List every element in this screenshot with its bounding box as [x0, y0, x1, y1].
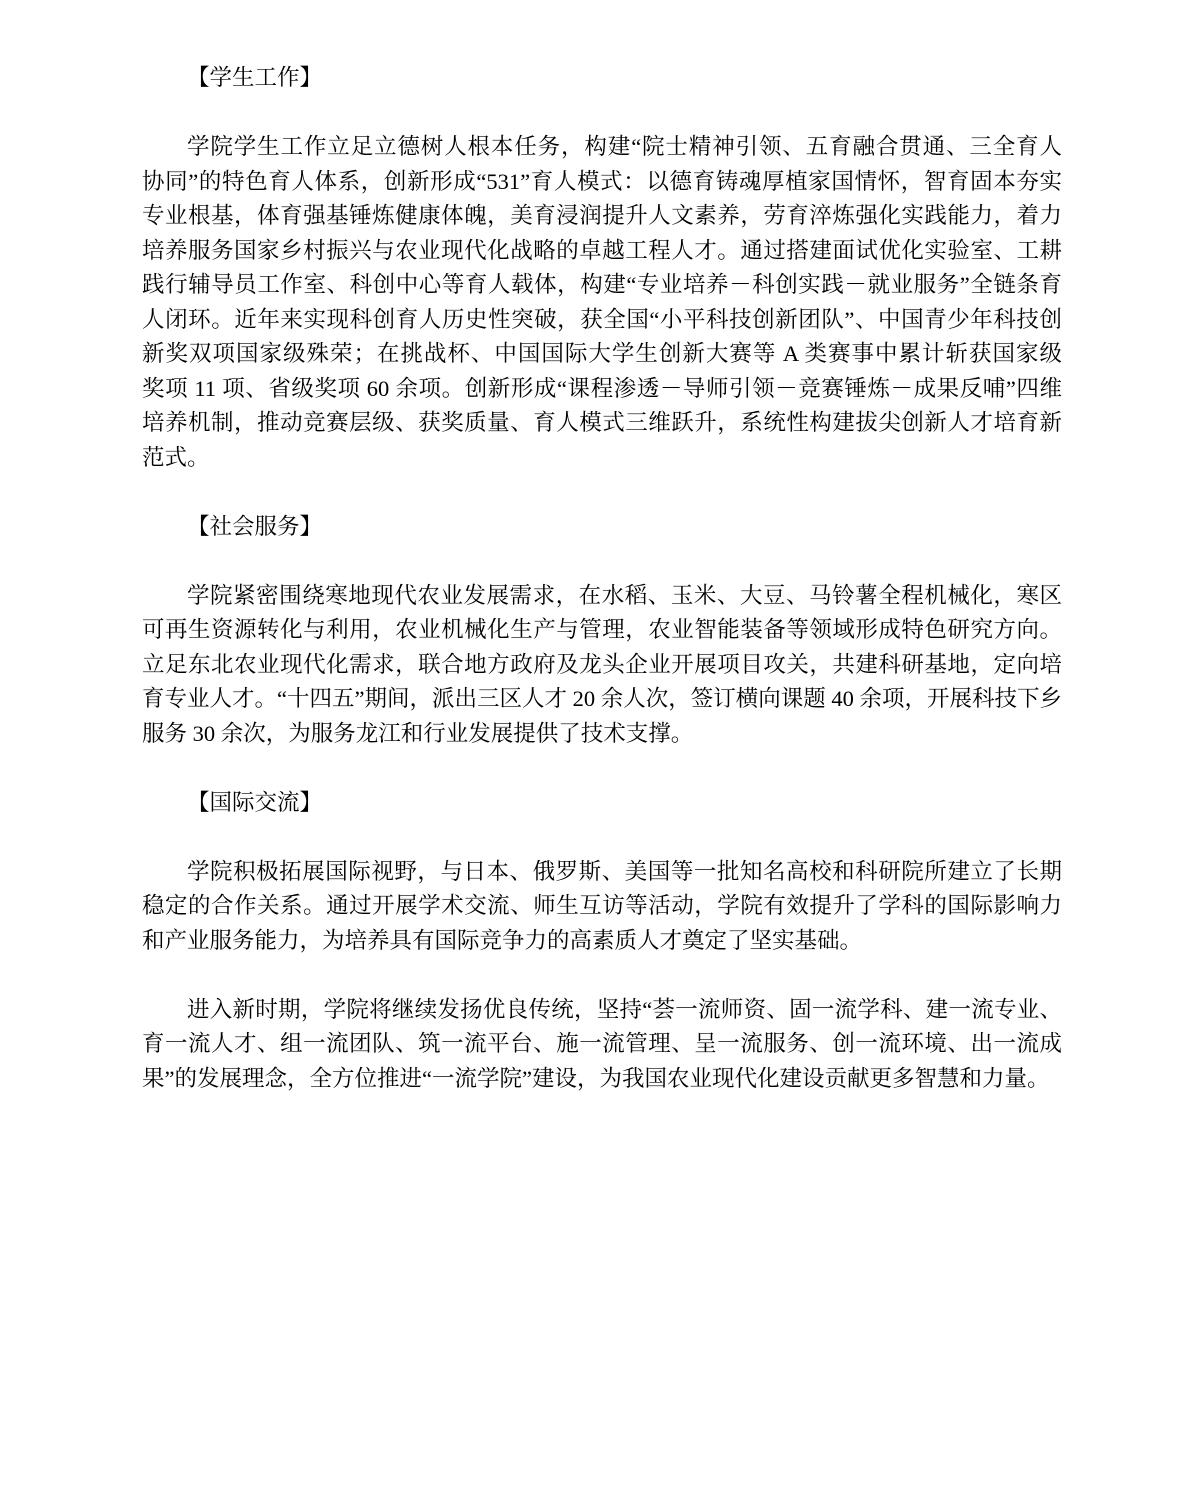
paragraph-closing	[142, 993, 1062, 1097]
text-line: 协同”的特色育人体系，创新形成“531”育人模式：以德育铸魂厚植家国情怀，智育固本夯实	[142, 168, 1062, 194]
text-line: 奖项 11 项、省级奖项 60 余项。创新形成“课程渗透－导师引领－竞赛锤炼－成果反哺”四维	[142, 375, 1062, 401]
text-line: 育专业人才。“十四五”期间，派出三区人才 20 余人次，签订横向课题 40 余项，开展科技下乡	[142, 686, 1062, 711]
document-content	[142, 61, 1062, 1096]
paragraph	[142, 130, 1062, 475]
text-line: 学院紧密围绕寒地现代农业发展需求，在水稻、玉米、大豆、马铃薯全程机械化，寒区	[187, 582, 1062, 608]
text-line: 进入新时期，学院将继续发扬优良传统，坚持“荟一流师资、固一流学科、建一流专业、	[187, 996, 1062, 1022]
text-line: 可再生资源转化与利用，农业机械化生产与管理，农业智能装备等领域形成特色研究方向。	[142, 617, 1062, 642]
section-heading-student-work: 【学生工作】	[187, 65, 323, 90]
text-line: 育一流人才、组一流团队、筑一流平台、施一流管理、呈一流服务、创一流环境、出一流成	[142, 1031, 1062, 1056]
text-line: 范式。	[142, 444, 210, 470]
text-line: 立足东北农业现代化需求，联合地方政府及龙头企业开展项目攻关，共建科研基地，定向培	[142, 651, 1062, 677]
section-heading-social-service: 【社会服务】	[187, 513, 323, 539]
text-line: 果”的发展理念，全方位推进“一流学院”建设，为我国农业现代化建设贡献更多智慧和力量。	[142, 1065, 1050, 1091]
text-line: 服务 30 余次，为服务龙江和行业发展提供了技术支撑。	[142, 720, 694, 746]
text-line: 学院积极拓展国际视野，与日本、俄罗斯、美国等一批知名高校和科研院所建立了长期	[187, 858, 1062, 884]
text-line: 培养机制，推动竞赛层级、获奖质量、育人模式三维跃升，系统性构建拔尖创新人才培育新	[142, 410, 1062, 435]
text-line: 和产业服务能力，为培养具有国际竞争力的高素质人才奠定了坚实基础。	[142, 927, 863, 953]
text-line: 稳定的合作关系。通过开展学术交流、师生互访等活动，学院有效提升了学科的国际影响力	[142, 893, 1062, 918]
text-line: 学院学生工作立足立德树人根本任务，构建“院士精神引领、五育融合贯通、三全育人	[187, 134, 1062, 159]
text-line: 专业根基，体育强基锤炼健康体魄，美育浸润提升人文素养，劳育淬炼强化实践能力，着力	[142, 203, 1062, 228]
text-line: 培养服务国家乡村振兴与农业现代化战略的卓越工程人才。通过搭建面试优化实验室、工耕	[142, 237, 1062, 263]
section-heading-international-exchange: 【国际交流】	[187, 789, 323, 815]
text-line: 践行辅导员工作室、科创中心等育人载体，构建“专业培养－科创实践－就业服务”全链条育	[142, 272, 1062, 297]
text-line: 新奖双项国家级殊荣；在挑战杯、中国国际大学生创新大赛等 A 类赛事中累计斩获国家级	[142, 341, 1062, 366]
paragraph	[142, 855, 1062, 959]
paragraph	[142, 579, 1062, 752]
text-line: 人闭环。近年来实现科创育人历史性突破，获全国“小平科技创新团队”、中国青少年科技创	[142, 306, 1062, 332]
